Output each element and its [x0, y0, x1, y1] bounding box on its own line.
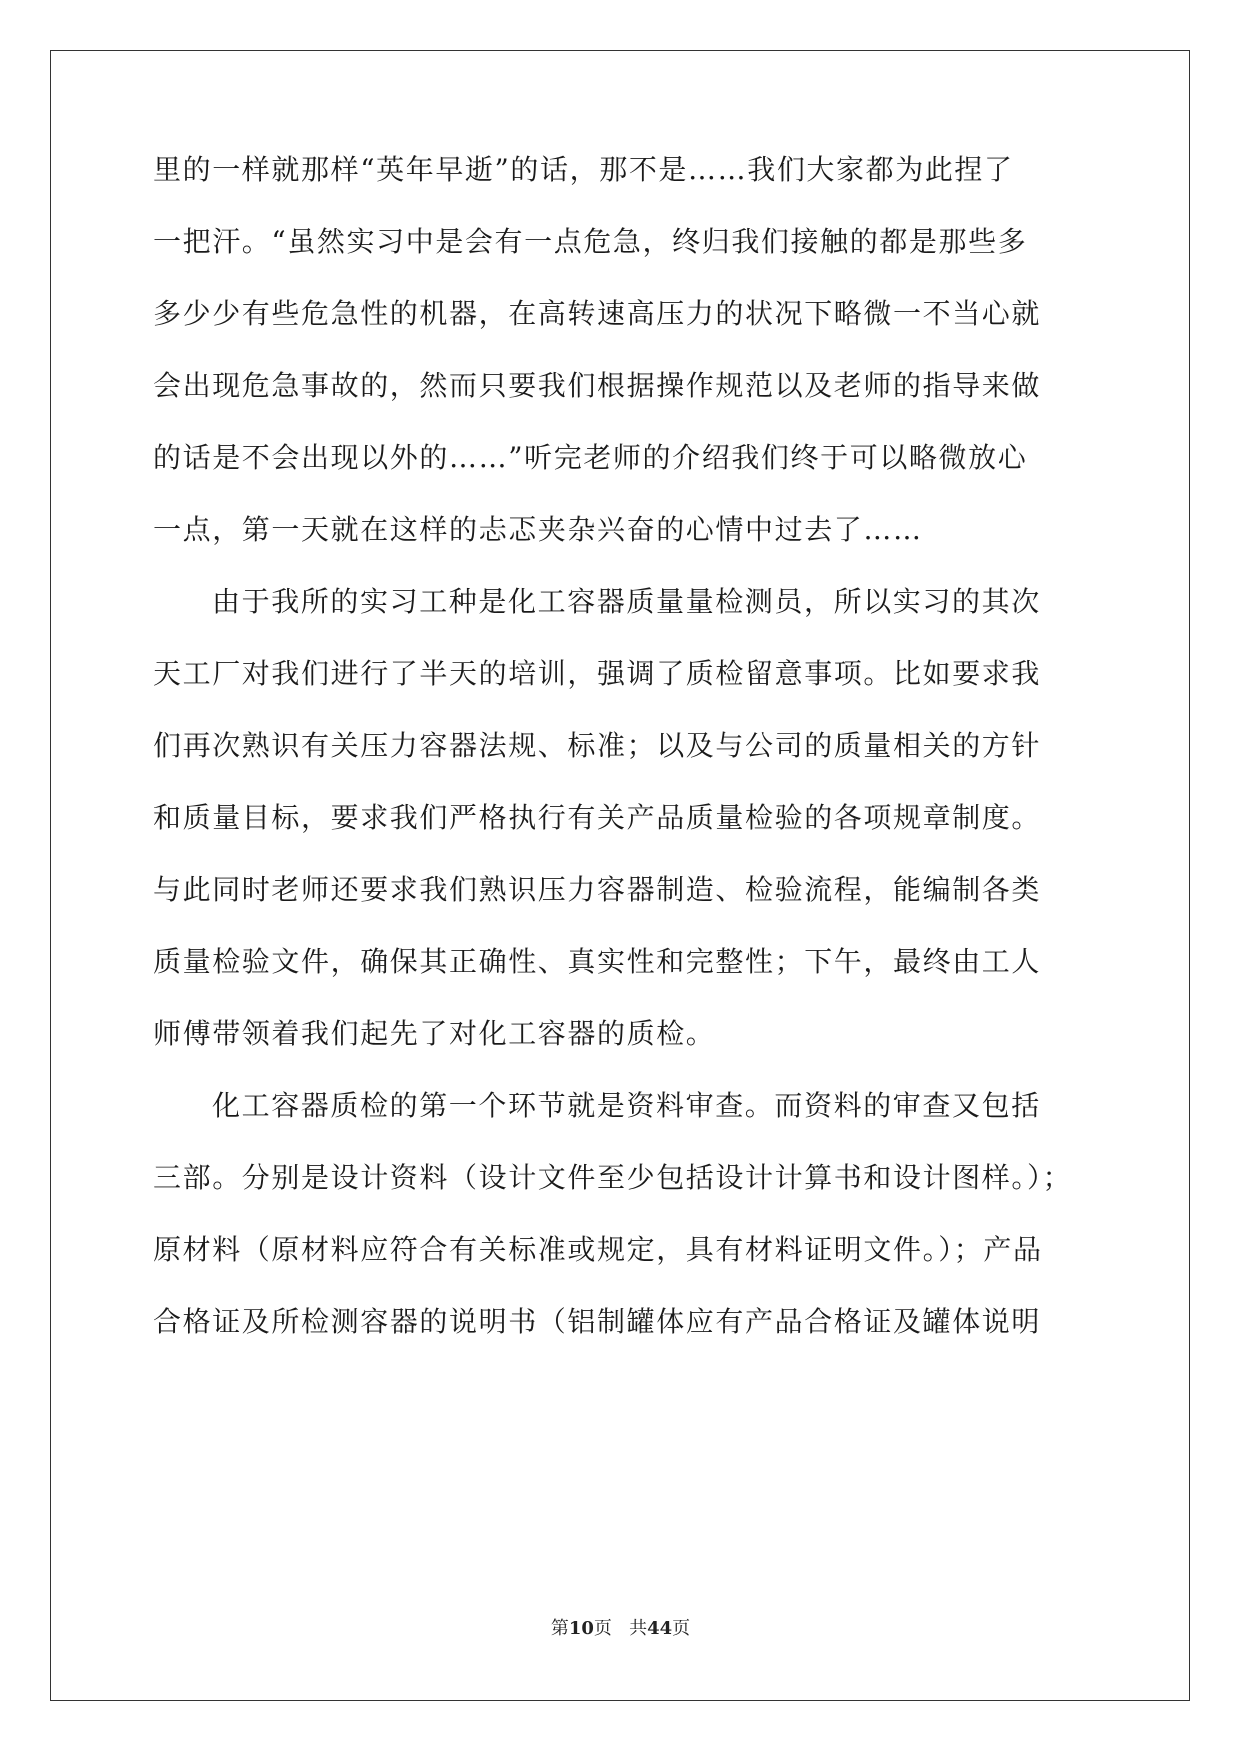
text-line-5: 的话是不会出现以外的……”听完老师的介绍我们终于可以略微放心 — [153, 441, 1028, 474]
text-line-4: 会出现危急事故的，然而只要我们根据操作规范以及老师的指导来做 — [153, 369, 1042, 402]
text-line-7: 由于我所的实习工种是化工容器质量量检测员，所以实习的其次 — [212, 585, 1041, 618]
text-line-8: 天工厂对我们进行了半天的培训，强调了质检留意事项。比如要求我 — [153, 657, 1042, 690]
footer-total-suffix: 页 — [672, 1618, 691, 1639]
footer-page-suffix: 页 — [593, 1618, 612, 1639]
text-line-15: 三部。分别是设计资料（设计文件至少包括设计计算书和设计图样。）； — [153, 1161, 1073, 1194]
text-line-3: 多少少有些危急性的机器，在高转速高压力的状况下略微一不当心就 — [153, 297, 1042, 330]
text-line-13: 师傅带领着我们起先了对化工容器的质检。 — [153, 1017, 716, 1050]
text-line-10: 和质量目标，要求我们严格执行有关产品质量检验的各项规章制度。 — [153, 801, 1042, 834]
text-line-12: 质量检验文件，确保其正确性、真实性和完整性；下午，最终由工人 — [153, 945, 1042, 978]
text-line-9: 们再次熟识有关压力容器法规、标准；以及与公司的质量相关的方针 — [153, 729, 1042, 762]
footer-total-pages: 44 — [647, 1618, 673, 1639]
text-line-6: 一点，第一天就在这样的忐忑夹杂兴奋的心情中过去了…… — [153, 513, 923, 546]
footer-page-number: 10 — [568, 1618, 594, 1639]
text-line-17: 合格证及所检测容器的说明书（铝制罐体应有产品合格证及罐体说明 — [153, 1305, 1042, 1338]
text-line-11: 与此同时老师还要求我们熟识压力容器制造、检验流程，能编制各类 — [153, 873, 1042, 906]
footer-page-prefix: 第 — [550, 1618, 569, 1639]
text-line-1: 里的一样就那样“英年早逝”的话，那不是……我们大家都为此捏了 — [153, 153, 1014, 186]
footer-total-prefix: 共 — [629, 1618, 648, 1639]
page-footer — [0, 1617, 1241, 1641]
text-line-14: 化工容器质检的第一个环节就是资料审查。而资料的审查又包括 — [212, 1089, 1041, 1122]
text-line-2: 一把汗。“虽然实习中是会有一点危急，终归我们接触的都是那些多 — [153, 225, 1028, 258]
text-line-16: 原材料（原材料应符合有关标准或规定，具有材料证明文件。）；产品 — [153, 1233, 1043, 1266]
